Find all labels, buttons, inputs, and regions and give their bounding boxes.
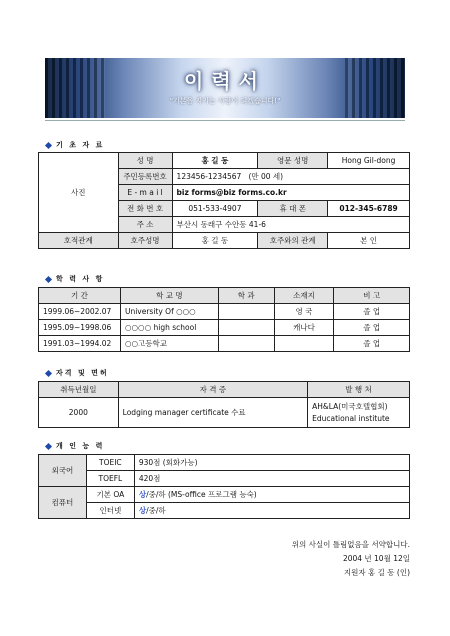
section-education-heading: 학 력 사 항 [46, 274, 104, 284]
col-date: 취득년월일 [39, 382, 119, 398]
title-banner [45, 58, 405, 118]
eng-name-label: 영문 성명 [258, 153, 328, 169]
diamond-icon [45, 369, 52, 376]
family-relation-label: 호적관계 [39, 233, 119, 249]
email-label: E - m a i l [118, 185, 172, 201]
photo-box: 사진 [39, 153, 119, 233]
email-value: biz forms@biz forms.co.kr [172, 185, 409, 201]
toefl-value: 420점 [134, 471, 409, 487]
eng-name-value: Hong Gil-dong [328, 153, 410, 169]
basic-info-table [38, 152, 410, 249]
name-value: 홍 길 동 [172, 153, 258, 169]
address-label: 주 소 [118, 217, 172, 233]
document-title: 이력서 [184, 69, 266, 93]
col-issuer: 발 행 처 [308, 382, 410, 398]
internet-value: 상/중/하 [134, 503, 409, 519]
name-label: 성 명 [118, 153, 172, 169]
section-basic-heading: 기 초 자 료 [46, 140, 104, 150]
oa-value: 상/중/하 (MS-office 프로그램 능숙) [134, 487, 409, 503]
mobile-value: 012-345-6789 [328, 201, 410, 217]
toeic-value: 930점 (회화가능) [134, 455, 409, 471]
table-row: 2000 Lodging manager certificate 수료 AH&LA(미국호텔협회) Educational institute [39, 398, 410, 428]
mobile-label: 휴 대 폰 [258, 201, 328, 217]
table-row: 1999.06~2002.07 University Of ○○○ 영 국 졸 업 [39, 304, 410, 320]
applicant-signature: 지원자 홍 길 동 (인) [343, 568, 410, 577]
computer-label: 컴퓨터 [39, 487, 87, 519]
signature-block [250, 538, 410, 580]
oath-text: 위의 사실이 틀림없음을 서약합니다. [291, 540, 410, 549]
table-header-row [39, 382, 410, 398]
household-relation-label: 호주와의 관계 [258, 233, 328, 249]
col-school: 학 교 명 [120, 288, 218, 304]
col-period: 기 간 [39, 288, 121, 304]
table-header-row [39, 288, 410, 304]
date-text: 2004 년 10월 12일 [342, 554, 410, 563]
diamond-icon [45, 141, 52, 148]
household-relation-value: 본 인 [328, 233, 410, 249]
address-value: 부산시 동래구 수안동 41-6 [172, 217, 409, 233]
col-location: 소재지 [274, 288, 334, 304]
col-cert: 자 격 증 [118, 382, 307, 398]
language-label: 외국어 [39, 455, 87, 487]
rrn-label: 주민등록번호 [118, 169, 172, 185]
table-row: 1991.03~1994.02 ○○고등학교 졸 업 [39, 336, 410, 352]
section-certs-heading: 자격 및 면허 [46, 368, 109, 378]
phone-label: 전 화 번 호 [118, 201, 172, 217]
education-table [38, 287, 410, 352]
certs-table [38, 381, 410, 428]
diamond-icon [45, 275, 52, 282]
toeic-label: TOEIC [86, 455, 134, 471]
internet-label: 인터넷 [86, 503, 134, 519]
table-row: 1995.09~1998.06 ○○○○ high school 캐나다 졸 업 [39, 320, 410, 336]
diamond-icon [45, 442, 52, 449]
oa-label: 기본 OA [86, 487, 134, 503]
toefl-label: TOEFL [86, 471, 134, 487]
household-head-label: 호주성명 [118, 233, 172, 249]
phone-value: 051-533-4907 [172, 201, 258, 217]
col-major: 학 과 [218, 288, 274, 304]
document-subtitle: "기본을 지키는 사람이 되겠습니다!" [169, 97, 281, 105]
section-skills-heading: 개 인 능 력 [46, 441, 104, 451]
col-note: 비 고 [334, 288, 410, 304]
household-head-value: 홍 길 동 [172, 233, 258, 249]
divider [45, 120, 405, 121]
skills-table [38, 454, 410, 519]
rrn-value: 123456-1234567 (만 00 세) [172, 169, 409, 185]
